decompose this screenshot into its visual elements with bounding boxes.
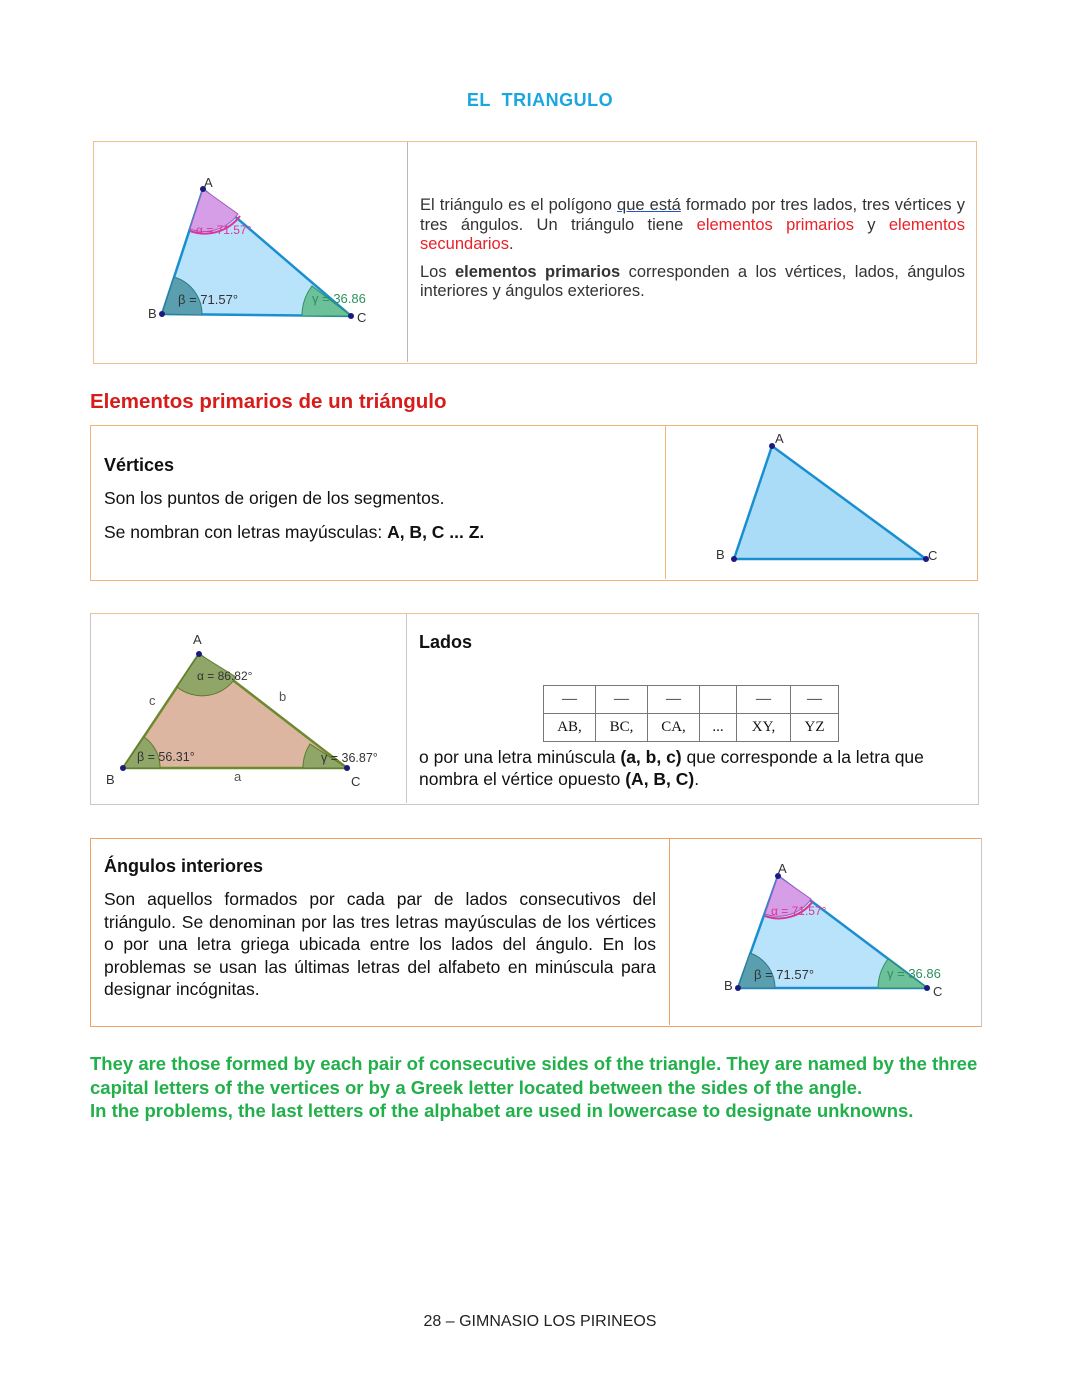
intro-paragraph-1: El triángulo es el polígono que está formado por tres lados, tres vértices y tres ángulos. Un triángulo tiene elementos primarios y elementos secundarios. xyxy=(420,196,965,253)
section-heading: Elementos primarios de un triángulo xyxy=(90,390,447,413)
sides-cell: XY, xyxy=(737,714,791,742)
intro-paragraph-2: Los elementos primarios corresponden a los vértices, lados, ángulos interiores y ángulos exteriores. xyxy=(420,262,966,300)
vertex-c-dot xyxy=(348,313,354,319)
gamma-label: γ = 36.87° xyxy=(321,751,378,765)
gamma-label: γ = 36.86 xyxy=(887,966,941,981)
label-c: C xyxy=(351,774,361,789)
vertex-b-dot xyxy=(731,556,737,562)
sides-cell: — xyxy=(791,686,839,714)
sides-cell: CA, xyxy=(648,714,700,742)
label-a: A xyxy=(778,861,787,876)
vertices-heading: Vértices xyxy=(104,455,175,475)
sides-cell: — xyxy=(737,686,791,714)
intro-figure-cell xyxy=(94,142,408,362)
alpha-label: α = 71.57° xyxy=(196,223,252,237)
triangle-figure-lados xyxy=(91,614,406,803)
angulos-box xyxy=(90,838,982,1027)
triangle-figure-angulos xyxy=(670,839,980,1025)
sides-table xyxy=(543,685,839,742)
vertex-b-dot xyxy=(735,985,741,991)
translation xyxy=(90,1052,992,1123)
angulos-text: Son aquellos formados por cada par de lados consecutivos del triángulo. Se denominan por las tres letras mayúsculas de los vértices o por una letra griega ubicada entre los lados del ángulo. En los problemas se usan las últimas letras del alfabeto en minúscula para designar incógnitas. xyxy=(104,889,656,999)
alpha-label: α = 86.82° xyxy=(197,669,253,683)
side-c-label: c xyxy=(149,693,156,708)
label-c: C xyxy=(928,548,938,563)
vertex-a-dot xyxy=(196,651,202,657)
triangle-figure-main xyxy=(94,142,407,362)
lados-text: o por una letra minúscula (a, b, c) que corresponde a la letra que nombra el vértice opuesto (A, B, C). xyxy=(419,747,924,789)
side-a-label: a xyxy=(234,769,242,784)
triangle-figure-vertices xyxy=(666,426,976,579)
vertices-line-1: Son los puntos de origen de los segmentos. xyxy=(104,488,445,508)
label-c: C xyxy=(357,310,367,325)
beta-label: β = 71.57° xyxy=(178,292,239,307)
lados-figure-cell xyxy=(91,614,407,803)
label-b: B xyxy=(724,978,733,993)
side-b-label: b xyxy=(279,689,287,704)
label-c: C xyxy=(933,984,943,999)
beta-label: β = 56.31° xyxy=(137,750,195,764)
label-a: A xyxy=(204,175,213,190)
gamma-label: γ = 36.86 xyxy=(312,291,366,306)
translation-paragraph-1: They are those formed by each pair of consecutive sides of the triangle. They are named by the three capital letters of the vertices or by a Greek letter located between the sides of the angle. xyxy=(90,1053,978,1098)
angulos-heading: Ángulos interiores xyxy=(104,856,264,876)
vertex-c-dot xyxy=(924,985,930,991)
intro-box xyxy=(93,141,977,364)
sides-cell xyxy=(700,686,737,714)
sides-cell: — xyxy=(544,686,596,714)
sides-cell: YZ xyxy=(791,714,839,742)
sides-table-bottom-row xyxy=(544,714,839,742)
page-footer: 28 – GIMNASIO LOS PIRINEOS xyxy=(423,1313,657,1330)
beta-label: β = 71.57° xyxy=(754,967,815,982)
vertices-box xyxy=(90,425,978,581)
vertices-text-cell xyxy=(91,426,666,579)
page-title: EL TRIANGULO xyxy=(466,90,614,110)
alpha-label: α = 71.57° xyxy=(771,904,827,918)
angulos-text-cell xyxy=(91,839,670,1025)
label-b: B xyxy=(106,772,115,787)
lados-heading: Lados xyxy=(419,632,473,652)
triangle-shape xyxy=(734,446,926,559)
translation-paragraph-2: In the problems, the last letters of the alphabet are used in lowercase to designate unknowns. xyxy=(90,1100,914,1121)
sides-cell: — xyxy=(648,686,700,714)
sides-cell: AB, xyxy=(544,714,596,742)
lados-box xyxy=(90,613,979,805)
label-a: A xyxy=(775,431,784,446)
intro-text xyxy=(420,196,965,302)
label-b: B xyxy=(148,306,157,321)
sides-cell: — xyxy=(596,686,648,714)
label-b: B xyxy=(716,547,725,562)
sides-table-top-row xyxy=(544,686,839,714)
sides-cell: BC, xyxy=(596,714,648,742)
vertex-b-dot xyxy=(120,765,126,771)
underlined-phrase: que está xyxy=(617,196,681,214)
sides-cell: ... xyxy=(700,714,737,742)
vertices-line-2: Se nombran con letras mayúsculas: A, B, C ... Z. xyxy=(104,522,485,542)
vertex-b-dot xyxy=(159,311,165,317)
vertex-c-dot xyxy=(344,765,350,771)
label-a: A xyxy=(193,632,202,647)
